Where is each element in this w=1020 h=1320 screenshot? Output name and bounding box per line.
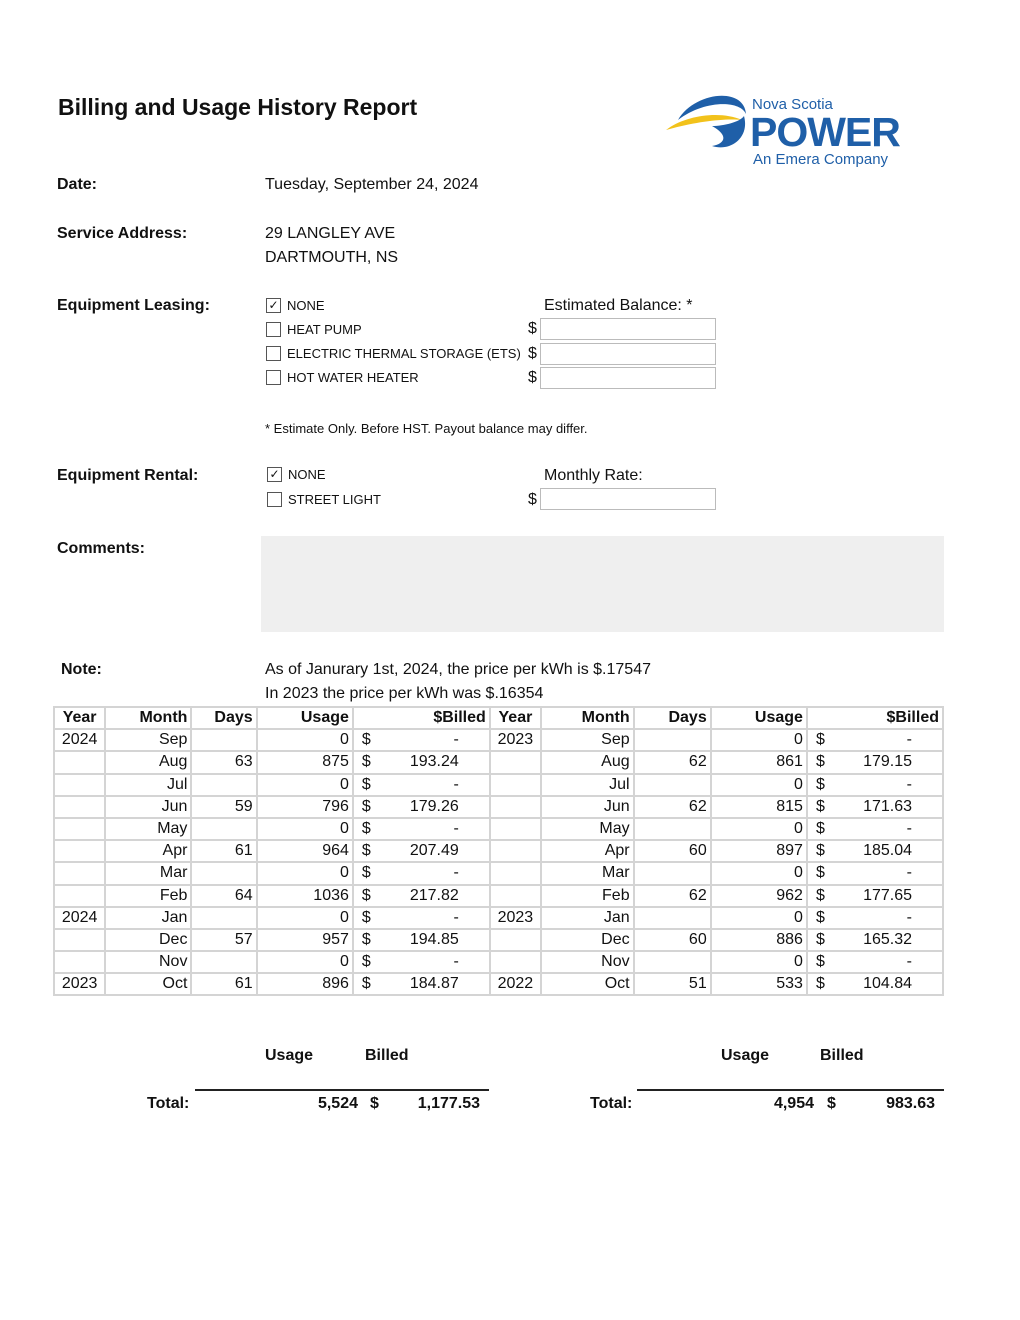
cell-days: 59 <box>191 796 256 818</box>
address-line-1: 29 LANGLEY AVE <box>265 225 396 242</box>
table-row <box>54 885 943 907</box>
cell-usage: 1036 <box>257 885 353 907</box>
cell-year <box>54 929 105 951</box>
heat-pump-balance-field[interactable] <box>540 318 716 340</box>
cell-year <box>490 885 541 907</box>
comments-box[interactable] <box>261 536 944 632</box>
street-light-rate-field[interactable] <box>540 488 716 510</box>
cell-currency: $ <box>353 840 377 862</box>
cell-days: 62 <box>634 751 711 773</box>
cell-month: Aug <box>105 751 191 773</box>
rental-street-light-label: STREET LIGHT <box>288 492 381 507</box>
cell-month: Apr <box>541 840 634 862</box>
cell-month: Mar <box>541 862 634 884</box>
cell-billed: 165.32 <box>831 929 943 951</box>
usage-history-table <box>53 706 944 996</box>
col-header-billed: $Billed <box>353 707 490 729</box>
cell-days <box>191 862 256 884</box>
cell-year <box>490 796 541 818</box>
note-line-2: In 2023 the price per kWh was $.16354 <box>265 685 544 702</box>
cell-year <box>490 751 541 773</box>
cell-days: 63 <box>191 751 256 773</box>
total-billed-2023: 983.63 <box>886 1095 935 1112</box>
cell-year <box>54 774 105 796</box>
cell-month: Sep <box>105 729 191 751</box>
cell-days <box>634 729 711 751</box>
leasing-hot-water-checkbox[interactable] <box>266 370 281 385</box>
cell-currency: $ <box>807 796 831 818</box>
cell-billed: 177.65 <box>831 885 943 907</box>
cell-month: May <box>541 818 634 840</box>
col-header-billed: $Billed <box>807 707 943 729</box>
date-label: Date: <box>57 176 98 193</box>
table-row <box>54 796 943 818</box>
cell-billed: - <box>831 818 943 840</box>
cell-month: Sep <box>541 729 634 751</box>
totals-billed-header: Billed <box>820 1047 864 1064</box>
cell-usage: 957 <box>257 929 353 951</box>
cell-year <box>54 840 105 862</box>
table-row <box>54 840 943 862</box>
comments-label: Comments: <box>57 540 146 557</box>
cell-billed: - <box>831 862 943 884</box>
date-value: Tuesday, September 24, 2024 <box>265 176 479 193</box>
cell-month: Nov <box>541 951 634 973</box>
cell-billed: 171.63 <box>831 796 943 818</box>
cell-currency: $ <box>353 973 377 995</box>
cell-billed: - <box>377 818 490 840</box>
cell-billed: - <box>377 907 490 929</box>
leasing-none-checkbox[interactable]: ✓ <box>266 298 281 313</box>
cell-billed: - <box>831 907 943 929</box>
leasing-ets-checkbox[interactable] <box>266 346 281 361</box>
cell-days <box>191 818 256 840</box>
leasing-ets-label: ELECTRIC THERMAL STORAGE (ETS) <box>287 346 521 361</box>
rental-none-label: NONE <box>288 467 326 482</box>
cell-usage: 0 <box>257 729 353 751</box>
svg-text:POWER: POWER <box>750 109 900 155</box>
cell-usage: 875 <box>257 751 353 773</box>
total-usage-2023: 4,954 <box>773 1095 814 1112</box>
cell-year: 2023 <box>490 729 541 751</box>
total-currency: $ <box>827 1095 836 1112</box>
cell-year <box>54 818 105 840</box>
cell-usage: 796 <box>257 796 353 818</box>
cell-currency: $ <box>807 951 831 973</box>
cell-usage: 0 <box>257 862 353 884</box>
cell-billed: - <box>377 951 490 973</box>
totals-billed-header: Billed <box>365 1047 409 1064</box>
cell-year: 2024 <box>54 907 105 929</box>
cell-month: Jan <box>105 907 191 929</box>
totals-divider <box>195 1089 489 1091</box>
rental-none-checkbox[interactable]: ✓ <box>267 467 282 482</box>
cell-month: Feb <box>541 885 634 907</box>
cell-year <box>54 796 105 818</box>
cell-billed: - <box>377 774 490 796</box>
cell-year <box>490 818 541 840</box>
cell-billed: - <box>831 729 943 751</box>
cell-usage: 533 <box>711 973 807 995</box>
report-title: Billing and Usage History Report <box>58 94 418 120</box>
table-row <box>54 818 943 840</box>
table-row <box>54 774 943 796</box>
cell-month: Apr <box>105 840 191 862</box>
equipment-rental-label: Equipment Rental: <box>57 467 199 484</box>
cell-usage: 896 <box>257 973 353 995</box>
cell-year: 2023 <box>54 973 105 995</box>
cell-days <box>634 907 711 929</box>
total-usage-2024: 5,524 <box>317 1095 358 1112</box>
ets-balance-field[interactable] <box>540 343 716 365</box>
cell-year <box>54 885 105 907</box>
cell-currency: $ <box>807 840 831 862</box>
leasing-heat-pump-label: HEAT PUMP <box>287 322 362 337</box>
cell-days: 60 <box>634 840 711 862</box>
cell-days: 57 <box>191 929 256 951</box>
cell-currency: $ <box>353 929 377 951</box>
cell-currency: $ <box>807 973 831 995</box>
cell-usage: 0 <box>711 729 807 751</box>
cell-days: 62 <box>634 885 711 907</box>
totals-divider <box>637 1089 944 1091</box>
address-line-2: DARTMOUTH, NS <box>265 249 399 266</box>
totals-usage-header: Usage <box>721 1047 770 1064</box>
cell-currency: $ <box>353 796 377 818</box>
leasing-heat-pump-checkbox[interactable] <box>266 322 281 337</box>
total-currency: $ <box>370 1095 379 1112</box>
nova-scotia-power-logo <box>664 86 924 170</box>
cell-usage: 815 <box>711 796 807 818</box>
cell-month: Nov <box>105 951 191 973</box>
cell-year: 2022 <box>490 973 541 995</box>
table-row <box>54 862 943 884</box>
table-header-row <box>54 707 943 729</box>
cell-currency: $ <box>353 885 377 907</box>
equipment-leasing-label: Equipment Leasing: <box>57 297 210 314</box>
currency-symbol: $ <box>528 345 537 362</box>
cell-billed: - <box>831 951 943 973</box>
col-header-year: Year <box>54 707 105 729</box>
cell-billed: 193.24 <box>377 751 490 773</box>
table-row <box>54 729 943 751</box>
cell-billed: 104.84 <box>831 973 943 995</box>
cell-days <box>191 774 256 796</box>
table-row <box>54 951 943 973</box>
cell-month: Oct <box>105 973 191 995</box>
cell-currency: $ <box>353 751 377 773</box>
cell-billed: - <box>831 774 943 796</box>
cell-days <box>634 774 711 796</box>
cell-month: Jun <box>105 796 191 818</box>
cell-billed: - <box>377 729 490 751</box>
cell-usage: 0 <box>711 818 807 840</box>
cell-month: Dec <box>541 929 634 951</box>
total-label: Total: <box>590 1095 633 1112</box>
col-header-usage: Usage <box>711 707 807 729</box>
note-label: Note: <box>61 661 102 678</box>
cell-days: 64 <box>191 885 256 907</box>
cell-billed: 207.49 <box>377 840 490 862</box>
svg-text:An Emera Company: An Emera Company <box>753 151 889 168</box>
cell-days: 60 <box>634 929 711 951</box>
cell-days <box>191 907 256 929</box>
rental-street-light-checkbox[interactable] <box>267 492 282 507</box>
cell-billed: 179.26 <box>377 796 490 818</box>
cell-currency: $ <box>353 729 377 751</box>
cell-currency: $ <box>807 774 831 796</box>
currency-symbol: $ <box>528 369 537 386</box>
cell-usage: 861 <box>711 751 807 773</box>
cell-usage: 962 <box>711 885 807 907</box>
note-line-1: As of Janurary 1st, 2024, the price per kWh is $.17547 <box>265 661 651 678</box>
cell-currency: $ <box>807 751 831 773</box>
cell-month: Jan <box>541 907 634 929</box>
cell-year <box>490 929 541 951</box>
monthly-rate-label: Monthly Rate: <box>544 467 643 484</box>
cell-billed: 217.82 <box>377 885 490 907</box>
cell-days <box>191 729 256 751</box>
col-header-year: Year <box>490 707 541 729</box>
cell-billed: 184.87 <box>377 973 490 995</box>
cell-month: May <box>105 818 191 840</box>
cell-billed: - <box>377 862 490 884</box>
cell-billed: 194.85 <box>377 929 490 951</box>
table-row <box>54 929 943 951</box>
cell-currency: $ <box>353 774 377 796</box>
col-header-days: Days <box>634 707 711 729</box>
cell-month: Jul <box>105 774 191 796</box>
cell-month: Jul <box>541 774 634 796</box>
cell-usage: 0 <box>711 862 807 884</box>
cell-currency: $ <box>807 862 831 884</box>
currency-symbol: $ <box>528 491 537 508</box>
hot-water-balance-field[interactable] <box>540 367 716 389</box>
col-header-month: Month <box>105 707 191 729</box>
cell-year: 2024 <box>54 729 105 751</box>
cell-currency: $ <box>807 885 831 907</box>
cell-usage: 897 <box>711 840 807 862</box>
col-header-month: Month <box>541 707 634 729</box>
cell-year <box>490 951 541 973</box>
svg-text:Nova Scotia: Nova Scotia <box>752 96 833 113</box>
cell-days <box>191 951 256 973</box>
cell-usage: 0 <box>257 907 353 929</box>
cell-days <box>634 862 711 884</box>
cell-currency: $ <box>353 818 377 840</box>
cell-days: 62 <box>634 796 711 818</box>
cell-usage: 0 <box>257 951 353 973</box>
total-billed-2024: 1,177.53 <box>417 1095 480 1112</box>
cell-usage: 0 <box>711 951 807 973</box>
estimate-footnote: * Estimate Only. Before HST. Payout balance may differ. <box>265 421 588 436</box>
table-row <box>54 973 943 995</box>
cell-usage: 0 <box>711 907 807 929</box>
cell-month: Feb <box>105 885 191 907</box>
cell-year <box>490 774 541 796</box>
total-label: Total: <box>147 1095 190 1112</box>
cell-currency: $ <box>353 951 377 973</box>
cell-currency: $ <box>353 862 377 884</box>
cell-usage: 0 <box>257 774 353 796</box>
cell-billed: 179.15 <box>831 751 943 773</box>
totals-usage-header: Usage <box>265 1047 314 1064</box>
cell-days <box>634 818 711 840</box>
leasing-none-label: NONE <box>287 298 325 313</box>
currency-symbol: $ <box>528 320 537 337</box>
col-header-days: Days <box>191 707 256 729</box>
cell-currency: $ <box>353 907 377 929</box>
table-row <box>54 907 943 929</box>
cell-days: 51 <box>634 973 711 995</box>
cell-billed: 185.04 <box>831 840 943 862</box>
service-address-label: Service Address: <box>57 225 188 242</box>
cell-year <box>54 951 105 973</box>
cell-year: 2023 <box>490 907 541 929</box>
swoosh-icon <box>664 86 924 170</box>
cell-usage: 964 <box>257 840 353 862</box>
cell-currency: $ <box>807 818 831 840</box>
table-row <box>54 751 943 773</box>
cell-month: Oct <box>541 973 634 995</box>
leasing-hot-water-label: HOT WATER HEATER <box>287 370 419 385</box>
cell-currency: $ <box>807 929 831 951</box>
estimated-balance-label: Estimated Balance: * <box>544 297 693 314</box>
cell-month: Aug <box>541 751 634 773</box>
cell-days <box>634 951 711 973</box>
col-header-usage: Usage <box>257 707 353 729</box>
cell-currency: $ <box>807 907 831 929</box>
cell-usage: 0 <box>257 818 353 840</box>
cell-days: 61 <box>191 973 256 995</box>
cell-month: Jun <box>541 796 634 818</box>
cell-year <box>490 840 541 862</box>
cell-usage: 0 <box>711 774 807 796</box>
cell-month: Dec <box>105 929 191 951</box>
cell-year <box>490 862 541 884</box>
table-body <box>54 729 943 995</box>
cell-year <box>54 751 105 773</box>
cell-days: 61 <box>191 840 256 862</box>
cell-month: Mar <box>105 862 191 884</box>
cell-year <box>54 862 105 884</box>
cell-usage: 886 <box>711 929 807 951</box>
cell-currency: $ <box>807 729 831 751</box>
